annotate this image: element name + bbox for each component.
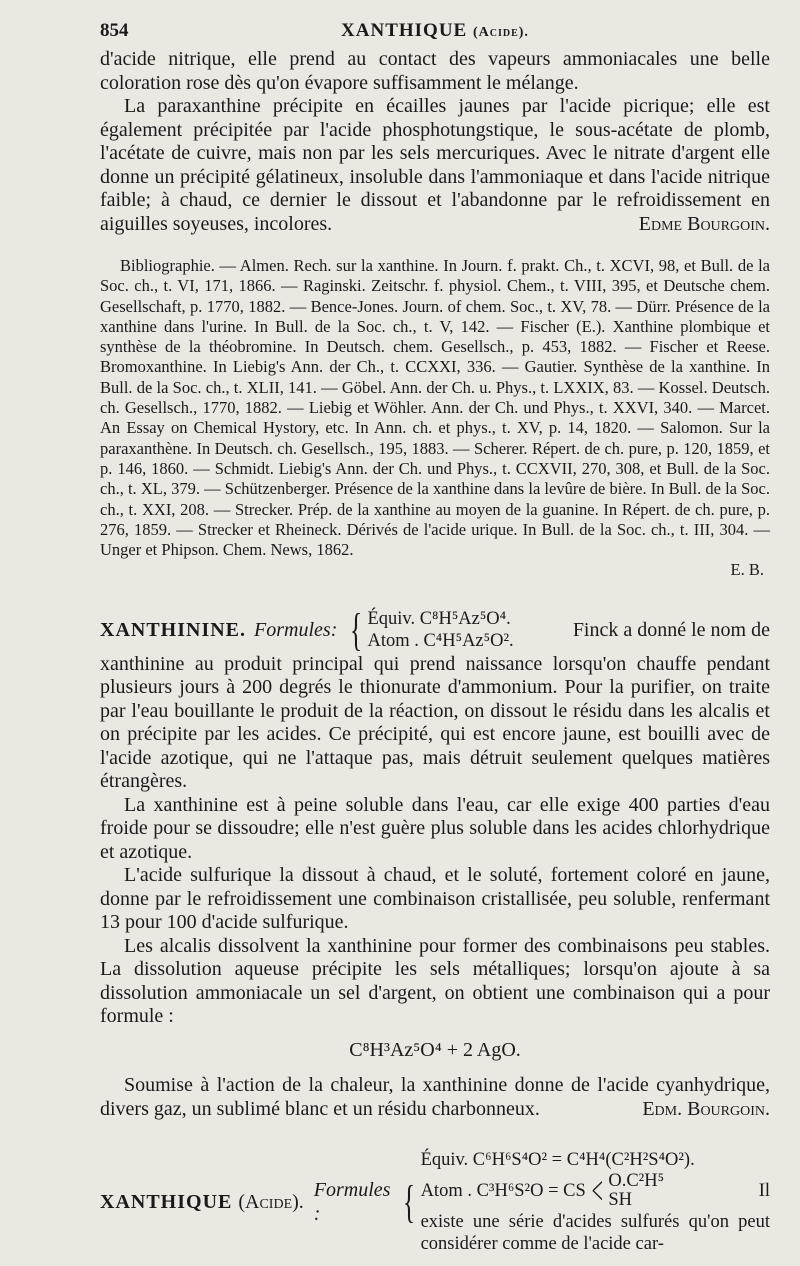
headword: XANTHININE.	[100, 618, 247, 641]
running-title: XANTHIQUE (Acide).	[341, 20, 529, 41]
headword-suffix: (Acide).	[238, 1191, 304, 1214]
entry-heading	[100, 1149, 770, 1255]
equiv-formula: Équiv. C⁸H⁵Az⁵O⁴.	[367, 608, 511, 629]
paragraph: existe une série d'acides sulfurés qu'on peut considérer comme de l'acide car-	[420, 1212, 770, 1255]
equiv-formula: Équiv. C⁶H⁶S⁴O² = C⁴H⁴(C²H²S⁴O²).	[420, 1150, 695, 1171]
page-number: 854	[100, 20, 129, 41]
paragraph: L'acide sulfurique la dissout à chaud, et le soluté, fortement coloré en jaune, donne par le refroidissement une combinaison cristallisée, peu soluble, renfermant 13 pour 100 d'acide sulfurique.	[100, 864, 770, 934]
author-signature: Edme Bourgoin.	[638, 212, 770, 235]
paragraph-lead: Finck a donné le nom de	[572, 618, 770, 641]
brace-glyph: {	[403, 1176, 416, 1228]
bibliography-text: Bibliographie. — Almen. Rech. sur la xanthine. In Journ. f. prakt. Ch., t. XCVI, 98, et Bull. de la Soc. ch., t. VI, 171, 1866. — Raginski. Zeitschr. f. physiol. Chem., t. VIII, 395, et Deutsche chem. Gesellschaft, p. 1770, 1882. — Bence-Jones. Journ. of chem. Soc., t. XV, 78. — Dürr. Présence de la xanthine dans l'urine. In Bull. de la Soc. ch., t. V, 142. — Fischer (E.). Xanthine plombique et synthèse de la théobromine. In Deutsch. chem. Gesellsch., p. 453, 1882. — Fischer et Reese. Bromoxanthine. In Liebig's Ann. der Ch., t. CCXXI, 336. — Gautier. Synthèse de la xanthine. In Bull. de la Soc. ch., t. XLII, 141. — Göbel. Ann. der Ch. u. Phys., t. LXXIX, 83. — Kossel. Deutsch. ch. Gesellsch., 1770, 1882. — Liebig et Wöhler. Ann. der Ch. und Phys., t. XXVI, 340. — Marcet. An Essay on Chemical Hystory, etc. In Ann. ch. et phys., t. XV, p. 14, 1820. — Salomon. Sur la paraxanthène. In Deutsch. ch. Gesellsch., 195, 1883. — Scherer. Répert. de ch. pure, p. 120, 1859, et p. 146, 1860. — Schmidt. Liebig's Ann. der Ch. und Phys., t. CCXVII, 270, 308, et Bull. de la Soc. ch., t. XL, 379. — Schützenberger. Présence de la xanthine dans la levûre de bière. In Bull. de la Soc. ch., t. XXI, 208. — Strecker. Prép. de la xanthine au moyen de la guanine. In Répert. de ch. pure, p. 276, 1859. — Strecker et Rheineck. Dérivés de l'acide urique. In Bull. de la Soc. ch., t. III, 304. — Unger et Phipson. Chem. News, 1862.	[100, 256, 770, 560]
paragraph: La xanthinine est à peine soluble dans l'eau, car elle exige 400 parties d'eau froide pour se dissoudre; elle n'est guère plus soluble dans les acides chlorhydrique et azotique.	[100, 793, 770, 863]
paragraph: La paraxanthine précipite en écailles jaunes par l'acide picrique; elle est également précipitée par l'acide phosphotungstique, le sous-acétate de plomb, l'acétate de cuivre, mais non par les sels mercuriques. Avec le nitrate d'argent elle donne un précipité gélatineux, insoluble dans l'ammoniaque et dans l'acide nitrique faible; à chaud, ce dernier le dissout et l'abandonne par le refroidissement en aiguilles soyeuses, incolores. Edme Bourgoin.	[100, 95, 770, 235]
paragraph-lead: Il	[758, 1181, 770, 1202]
main-text	[100, 48, 770, 236]
atom-formula: Atom . C⁴H⁵Az⁵O².	[367, 630, 514, 651]
silver-compound-formula: C⁸H³Az⁵O⁴ + 2 AgO.	[349, 1038, 521, 1061]
atom-substituent-bottom: SH	[608, 1190, 632, 1211]
bibliography	[100, 256, 770, 581]
paragraph: Les alcalis dissolvent la xanthinine pour former des combinaisons peu stables. La dissolution aqueuse précipite les sels métalliques; lorsqu'on ajoute à sa dissolution ammoniacale un sel d'argent, on obtient une combinaison qui a pour formule :	[100, 934, 770, 1028]
atom-formula: Atom . C³H⁶S²O = CS < O.C²H⁵ SH Il	[420, 1168, 770, 1214]
angle-glyph: <	[591, 1168, 603, 1214]
headword: XANTHIQUE	[100, 1191, 233, 1214]
paragraph: Soumise à l'action de la chaleur, la xanthinine donne de l'acide cyanhydrique, divers gaz, un sublimé blanc et un résidu charbonneux. Edm. Bourgoin.	[100, 1074, 770, 1120]
bibliography-signature: E. B.	[730, 560, 764, 580]
entry-xanthique	[100, 1149, 770, 1255]
formula-block	[398, 1149, 770, 1255]
formules-label: Formules :	[313, 1179, 391, 1226]
brace-glyph: {	[350, 603, 363, 655]
atom-substituent-top: O.C²H⁵	[608, 1171, 665, 1192]
author-signature: Edm. Bourgoin.	[642, 1097, 770, 1120]
entry-heading	[100, 603, 770, 655]
entry-xanthinine	[100, 603, 770, 1122]
paragraph: xanthinine au produit principal qui prend naissance lorsqu'on chauffe pendant plusieurs jours à 200 degrés le thionurate d'ammonium. Pour la purifier, on traite par l'eau bouillante le produit de la réaction, on dissout le résidu dans les alcalis et on précipite par les acides. Ce précipité, qui est encore jaune, est bouilli avec de l'acide azotique, qui ne l'attaque pas, mais détruit seulement quelques matières étrangères.	[100, 652, 770, 793]
page-header	[100, 14, 770, 48]
formula-block	[345, 603, 514, 655]
paragraph: d'acide nitrique, elle prend au contact des vapeurs ammoniacales une belle coloration rose dès qu'on évapore suffisamment le mélange.	[100, 48, 770, 94]
formules-label: Formules:	[254, 618, 338, 641]
